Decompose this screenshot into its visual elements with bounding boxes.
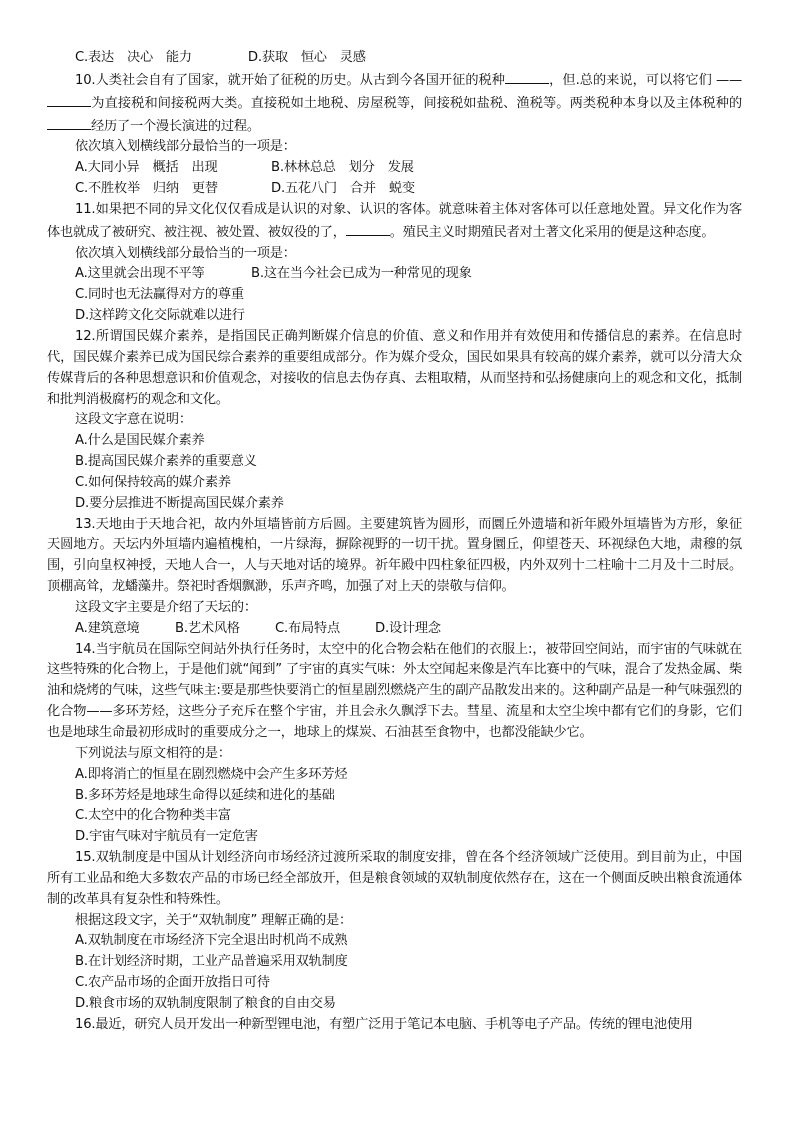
option-d: D.获取 恒心 灵感 bbox=[247, 50, 366, 65]
option-b: B.这在当今社会已成为一种常见的现象 bbox=[251, 266, 472, 282]
question-14-option-d: D.宇宙气味对宇航员有一定危害 bbox=[75, 829, 258, 845]
answer-blank bbox=[505, 69, 549, 84]
question-13-options bbox=[47, 619, 742, 640]
question-16-stem: 16.最近，研究人员开发出一种新型锂电池，有塑广泛用于笔记本电脑、手机等电子产品。传统的锂电池使用 bbox=[75, 1016, 693, 1032]
prev-question-options-cd bbox=[47, 48, 742, 69]
question-12-option-c: C.如何保持较高的媒介素养 bbox=[75, 474, 231, 490]
option-a: A.这里就会出现不平等 bbox=[75, 266, 205, 282]
question-11-option-d: D.这样跨文化交际就难以进行 bbox=[75, 308, 245, 324]
answer-blank bbox=[47, 92, 91, 107]
question-11-option-c: C.同时也无法赢得对方的尊重 bbox=[75, 287, 244, 303]
option-a: A.建筑意境 bbox=[75, 620, 140, 636]
option-d: D.设计理念 bbox=[375, 620, 441, 636]
answer-blank bbox=[47, 115, 91, 130]
answer-blank bbox=[346, 221, 390, 236]
question-12-option-a: A.什么是国民媒介素养 bbox=[75, 433, 205, 449]
question-14-stem: 14.当宇航员在国际空间站外执行任务时，太空中的化合物会粘在他们的衣服上:，被带回空间站，而宇宙的气味就在这些特殊的化合物上，于是他们就“闻到” 了宇宙的真实气味：外太空闻起来像是汽车比赛中的气味，混合了发热金属、柴油和烧烤的气味，这些气味主:要是那些快要消亡的恒星剧烈燃烧产生的副产品散发出来的。这种副产品是一种气味强烈的化合物——多环芳烃，这些分子充斥在整个宇宙，并且会永久飘浮下去。彗星、流星和太空尘埃中都有它们的身影，它们也是地球生命最初形成时的重要成分之一，地球上的煤炭、石油甚至食物中，也都没能缺少它。 bbox=[47, 641, 742, 740]
option-c: C.不胜枚举 归纳 更替 bbox=[75, 181, 218, 197]
question-12-stem: 12.所谓国民媒介素养，是指国民正确判断媒介信息的价值、意义和作用并有效使用和传播信息的素养。在信息时代，国民媒介素养已成为国民综合素养的重要组成部分。作为媒介受众，国民如果具有较高的媒介素养，就可以分清大众传媒背后的各种思想意识和价值观念，对接收的信息去伪存真、去粗取精，从而坚持和弘扬健康向上的观念和文化，抵制和批判消极腐朽的观念和文化。 bbox=[47, 328, 742, 407]
question-12-option-b: B.提高国民媒介素养的重要意义 bbox=[75, 454, 257, 470]
option-a: A.大同小异 概括 出现 bbox=[75, 160, 218, 176]
question-10-stem: 10.人类社会自有了国家，就开始了征税的历史。从古到今各国开征的税种 ，但.总的来说，可以将它们 ——为直接税和间接税两大类。直接税如土地税、房屋税等，间接税如盐税、渔税等。两类税种本身以及主体税种的经历了一个漫长演进的过程。 bbox=[47, 69, 742, 138]
question-13-prompt: 这段文字主要是介绍了天坛的： bbox=[75, 599, 257, 615]
option-b: B.林林总总 划分 发展 bbox=[271, 160, 414, 176]
question-15-prompt: 根据这段文字，关于“双轨制度” 理解正确的是： bbox=[75, 912, 353, 928]
question-10-options-cd bbox=[47, 179, 742, 200]
question-14-option-b: B.多环芳烃是地球生命得以延续和进化的基础 bbox=[75, 787, 335, 803]
question-12-prompt: 这段文字意在说明： bbox=[75, 412, 192, 428]
question-12-option-d: D.要分层推进不断提高国民媒介素养 bbox=[75, 495, 284, 511]
question-15-option-d: D.粮食市场的双轨制度限制了粮食的自由交易 bbox=[75, 995, 336, 1011]
option-c: C.布局特点 bbox=[275, 620, 340, 636]
question-11-stem: 11.如果把不同的异文化仅仅看成是认识的对象、认识的客体。就意味着主体对客体可以任意地处置。异文化作为客体也就成了被研究、被注视、被处置、被奴役的了， 。殖民主义时期殖民者对土著文化采用的便是这种态度。 bbox=[47, 201, 742, 240]
question-13-stem: 13.天地由于天地合祀，故内外垣墙皆前方后圆。主要建筑皆为圆形，而圜丘外遗墙和祈年殿外垣墙皆为方形，象征天圆地方。天坛内外垣墙内遍植槐柏，一片绿海，摒除视野的一切干扰。置身圜丘，仰望苍天、环视绿色大地，肃穆的氛围，引向皇权神授，天地人合一，人与天地对话的境界。祈年殿中四柱象征四极，内外双列十二柱喻十二月及十二时辰。顶棚高耸，龙蟠藻井。祭祀时香烟飘渺，乐声齐鸣，加强了对上天的崇敬与信仰。 bbox=[47, 516, 742, 595]
question-14-prompt: 下列说法与原文相符的是： bbox=[75, 745, 231, 761]
question-15-stem: 15.双轨制度是中国从计划经济向市场经济过渡所采取的制度安排，曾在各个经济领域广泛使用。到目前为止，中国所有工业品和绝大多数农产品的市场已经全部放开，但是粮食领域的双轨制度依然存在，这在一个侧面反映出粮食流通体制的改革具有复杂性和特殊性。 bbox=[47, 850, 742, 907]
question-14-option-c: C.太空中的化合物种类丰富 bbox=[75, 808, 231, 824]
question-15-option-a: A.双轨制度在市场经济下完全退出时机尚不成熟 bbox=[75, 933, 348, 949]
question-11-options-ab bbox=[47, 264, 742, 285]
option-d: D.五花八门 合并 蜕变 bbox=[271, 181, 415, 197]
question-15-option-c: C.农产品市场的企面开放指日可待 bbox=[75, 975, 270, 991]
question-11-prompt: 依次填入划横线部分最恰当的一项是： bbox=[75, 245, 296, 261]
question-10-prompt: 依次填入划横线部分最恰当的一项是： bbox=[75, 139, 296, 155]
question-10-options-ab bbox=[47, 158, 742, 179]
question-14-option-a: A.即将消亡的恒星在剧烈燃烧中会产生多环芳烃 bbox=[75, 766, 348, 782]
option-b: B.艺术风格 bbox=[175, 620, 240, 636]
option-c: C.表达 决心 能力 bbox=[75, 50, 192, 65]
exam-page bbox=[47, 48, 742, 1036]
question-15-option-b: B.在计划经济时期，工业产品普遍采用双轨制度 bbox=[75, 954, 348, 970]
